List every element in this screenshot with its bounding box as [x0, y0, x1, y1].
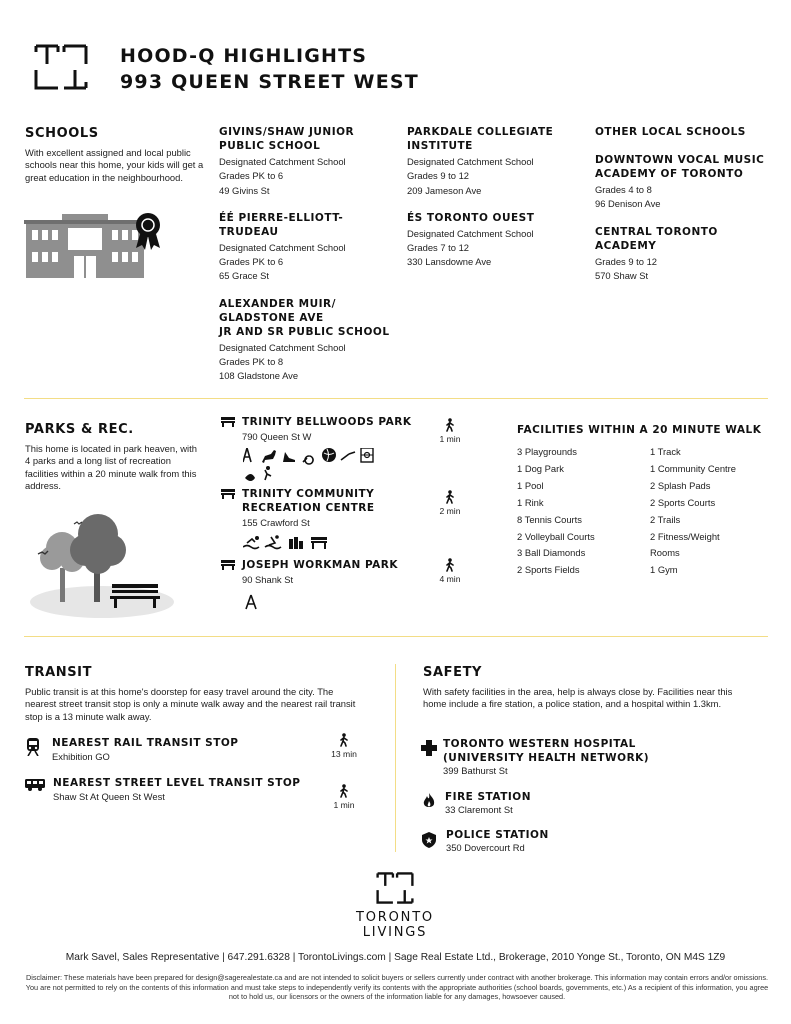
safety-description: With safety facilities in the area, help is always close by. Facilities near this home include a fire station, a police station, and a hospital within 1.3km.: [423, 686, 733, 710]
column-divider: [395, 664, 396, 852]
transit-stop-location: Exhibition GO: [52, 751, 110, 762]
facility-item: 1 Community Centre: [650, 462, 736, 474]
park-item-2[interactable]: [219, 487, 469, 553]
brand-line1: TORONTO: [356, 910, 434, 925]
school-card[interactable]: [407, 211, 587, 270]
transit-description: Public transit is at this home's doorstep for easy travel around the city. The nearest street transit stop is only a minute walk away and the nearest rail transit stop is a 13 minute walk away.: [25, 686, 356, 722]
facility-item: 1 Rink: [517, 496, 544, 508]
safety-item-name: POLICE STATION: [446, 829, 549, 841]
school-type: Designated Catchment School: [219, 156, 346, 167]
walk-time-label: 2 min: [439, 506, 461, 516]
facilities-column-1: [517, 444, 647, 579]
school-name: DOWNTOWN VOCAL MUSIC: [595, 154, 765, 166]
safety-title: SAFETY: [423, 665, 483, 680]
walking-person-icon: [445, 558, 455, 572]
school-address: 49 Givins St: [219, 184, 270, 196]
facility-item: 2 Volleyball Courts: [517, 530, 595, 542]
walk-time-rail: [326, 733, 362, 759]
footer-disclaimer: Disclaimer: These materials have been prepared for design@sagerealestate.ca and are not intended to solicit buyers or sellers currently under contract with another brokerage. This information may contain errors and/or omissions. You are not permitted to rely on the contents of this information and must take steps to independently verify its contents with the appropriate authorities (school boards, governments, etc.) As a recipient of this information, you agree not to hold us, our licensors or the owners of the information liable for any damages, howsoever caused.: [25, 973, 769, 1002]
park-name: RECREATION CENTRE: [242, 502, 375, 514]
school-name: ACADEMY: [595, 239, 657, 252]
facility-item: 3 Playgrounds: [517, 446, 577, 457]
walking-person-icon: [339, 733, 349, 747]
school-name: GIVINS/SHAW JUNIOR: [219, 126, 355, 138]
parks-description: This home is located in park heaven, with 4 parks and a long list of recreation facilities within a 20 minute walk from this address.: [25, 443, 197, 492]
safety-item-address: 33 Claremont St: [445, 804, 513, 815]
facility-item: 2 Fitness/Weight: [650, 530, 720, 542]
facility-item: 2 Splash Pads: [650, 479, 711, 491]
school-card[interactable]: [219, 211, 399, 284]
school-address: 108 Gladstone Ave: [219, 370, 299, 382]
school-name: CENTRAL TORONTO: [595, 225, 718, 238]
transit-stop-street[interactable]: [25, 776, 365, 810]
walk-time-2: [434, 490, 466, 516]
walking-person-icon: [445, 490, 455, 504]
bench-icon: [221, 417, 235, 427]
walk-time-label: 1 min: [439, 434, 461, 444]
schools-title: SCHOOLS: [25, 126, 99, 141]
page-title-line2: 993 QUEEN STREET WEST: [120, 71, 419, 93]
bench-icon: [221, 560, 235, 570]
facilities-column-2: [650, 444, 780, 579]
facility-item: 3 Ball Diamonds: [517, 547, 586, 559]
school-type: Designated Catchment School: [407, 227, 534, 239]
footer-contact: Mark Savel, Sales Representative | 647.291.6328 | TorontoLivings.com | Sage Real Estate Ltd., Brokerage, 2010 Yonge St., Toronto, ON M4S 1Z9: [65, 952, 726, 963]
school-name: ÉÉ PIERRE-ELLIOTT-: [219, 211, 344, 224]
school-name: ACADEMY OF TORONTO: [595, 168, 744, 180]
school-address: 570 Shaw St: [595, 269, 649, 281]
school-card[interactable]: [219, 297, 399, 384]
train-icon: [25, 738, 41, 756]
walk-time-3: [434, 558, 466, 584]
safety-item-name: (UNIVERSITY HEALTH NETWORK): [443, 752, 650, 764]
school-building-illustration: [24, 210, 164, 280]
facility-item: 1 Gym: [650, 564, 678, 576]
school-name: ÉS TORONTO OUEST: [407, 211, 535, 224]
walk-time-street: [326, 784, 362, 810]
facility-item: Rooms: [650, 547, 680, 559]
school-name: JR AND SR PUBLIC SCHOOL: [219, 325, 390, 338]
safety-item-address: 350 Dovercourt Rd: [446, 842, 525, 853]
school-address: 330 Lansdowne Ave: [407, 256, 492, 268]
school-column-2: [407, 125, 587, 270]
transit-stop-rail[interactable]: [25, 736, 365, 770]
school-grades: Grades 9 to 12: [407, 170, 470, 182]
safety-item-name: TORONTO WESTERN HOSPITAL: [443, 738, 636, 750]
page-title-line1: HOOD-Q HIGHLIGHTS: [120, 45, 368, 67]
school-type: Designated Catchment School: [407, 156, 534, 167]
school-type: Designated Catchment School: [219, 241, 346, 253]
school-name: INSTITUTE: [407, 140, 473, 152]
section-divider: [24, 636, 768, 637]
park-name: JOSEPH WORKMAN PARK: [242, 559, 399, 571]
section-divider: [24, 398, 768, 399]
school-grades: Grades PK to 6: [219, 256, 284, 268]
facility-item: 1 Dog Park: [517, 462, 564, 474]
park-facility-icons: [243, 535, 343, 551]
school-card[interactable]: [407, 125, 587, 198]
school-address: 209 Jameson Ave: [407, 184, 482, 196]
school-name: TRUDEAU: [219, 225, 279, 238]
safety-item-name: FIRE STATION: [445, 791, 531, 803]
school-grades: Grades 4 to 8: [595, 184, 652, 195]
header-logo-icon: [34, 44, 88, 90]
walk-time-label: 1 min: [333, 800, 355, 810]
walk-time-label: 13 min: [331, 749, 357, 759]
school-card[interactable]: [595, 225, 775, 284]
transit-stop-name: NEAREST STREET LEVEL TRANSIT STOP: [53, 777, 301, 789]
safety-item-hospital[interactable]: [421, 737, 761, 779]
school-address: 65 Grace St: [219, 270, 270, 282]
facility-item: 1 Pool: [517, 479, 544, 491]
bench-icon: [221, 489, 235, 499]
school-column-1: [219, 125, 399, 384]
transit-stop-name: NEAREST RAIL TRANSIT STOP: [52, 737, 239, 749]
school-card[interactable]: [219, 125, 399, 198]
school-address: 96 Denison Ave: [595, 198, 661, 210]
school-name: PUBLIC SCHOOL: [219, 140, 321, 152]
school-grades: Grades PK to 8: [219, 356, 284, 368]
school-name: PARKDALE COLLEGIATE: [407, 126, 554, 138]
schools-description: With excellent assigned and local public schools near this home, your kids will get a great education in the neighbourhood.: [25, 147, 204, 183]
other-schools-column: [595, 125, 775, 283]
hospital-cross-icon: [421, 740, 437, 756]
park-facility-icons: [243, 448, 393, 484]
facility-item: 2 Sports Courts: [650, 496, 716, 508]
safety-item-address: 399 Bathurst St: [443, 765, 508, 776]
park-illustration: [24, 510, 174, 620]
walking-person-icon: [445, 418, 455, 432]
park-address: 155 Crawford St: [242, 517, 310, 528]
flame-icon: [423, 793, 435, 809]
school-type: Designated Catchment School: [219, 341, 346, 353]
brand-logo-icon: [376, 872, 414, 904]
park-item-3[interactable]: [219, 558, 469, 614]
facility-item: 2 Trails: [650, 513, 681, 525]
facility-item: 1 Track: [650, 446, 681, 457]
facilities-title: FACILITIES WITHIN A 20 MINUTE WALK: [517, 424, 762, 436]
school-grades: Grades PK to 6: [219, 170, 284, 182]
safety-item-fire[interactable]: [421, 790, 761, 820]
school-card[interactable]: [595, 153, 775, 212]
school-name: GLADSTONE AVE: [219, 311, 324, 324]
school-grades: Grades 9 to 12: [595, 255, 658, 267]
police-badge-icon: [422, 832, 436, 848]
playground-slide-icon: [245, 594, 257, 610]
park-address: 90 Shank St: [242, 574, 294, 585]
brand-name: [330, 910, 460, 940]
walk-time-label: 4 min: [439, 574, 461, 584]
walk-time-1: [434, 418, 466, 444]
brand-line2: LIVINGS: [362, 925, 428, 940]
park-item-1[interactable]: [219, 415, 469, 485]
walking-person-icon: [339, 784, 349, 798]
school-name: ALEXANDER MUIR/: [219, 297, 336, 310]
parks-title: PARKS & REC.: [25, 422, 134, 437]
other-schools-title: OTHER LOCAL SCHOOLS: [595, 126, 746, 138]
park-name: TRINITY COMMUNITY: [242, 488, 375, 500]
park-address: 790 Queen St W: [242, 431, 312, 442]
facility-item: 2 Sports Fields: [517, 564, 580, 576]
bus-icon: [25, 779, 45, 791]
transit-title: TRANSIT: [25, 665, 93, 680]
safety-item-police[interactable]: [421, 828, 761, 858]
park-name: TRINITY BELLWOODS PARK: [242, 416, 412, 428]
school-grades: Grades 7 to 12: [407, 242, 470, 254]
facility-item: 8 Tennis Courts: [517, 513, 582, 525]
transit-stop-location: Shaw St At Queen St West: [53, 791, 165, 802]
